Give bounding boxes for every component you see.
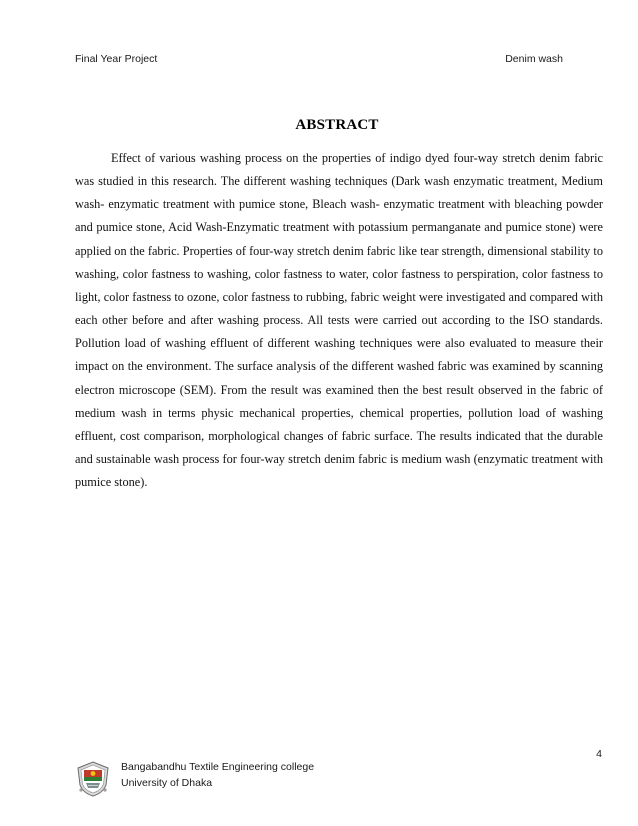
footer-institution [121,759,314,791]
page-number: 4 [596,748,602,760]
section-title: ABSTRACT [295,117,379,133]
footer-college-name: Bangabandhu Textile Engineering college [121,761,315,773]
header-project-label: Final Year Project [75,53,158,65]
college-crest-icon [76,761,110,797]
header-topic-label: Denim wash [505,53,563,65]
abstract-paragraph: Effect of various washing process on the properties of indigo dyed four-way stretch denim fabric was studied in this research. The different washing techniques (Dark wash enzymatic treatment, Medium wash- enzymatic treatment with pumice stone, Bleach wash- enzymatic treatment with bleaching powder and pumice stone, Acid Wash-Enzymatic treatment with potassium permanganate and pumice stone) were applied on the fabric. Properties of four-way stretch denim fabric like tear strength, dimensional stability to washing, color fastness to washing, color fastness to water, color fastness to perspiration, color fastness to light, color fastness to ozone, color fastness to rubbing, fabric weight were investigated and compared with each other before and after washing process. All tests were carried out according to the ISO standards. Pollution load of washing effluent of different washing techniques were also evaluated to measure their impact on the environment. The surface analysis of the different washed fabric was examined by scanning electron microscope (SEM). From the result was examined then the best result observed in the fabric of medium wash in terms physic mechanical properties, chemical properties, pollution load of washing effluent, cost comparison, morphological changes of fabric surface. The results indicated that the durable and sustainable wash process for four-way stretch denim fabric is medium wash (enzymatic treatment with pumice stone). [75,151,603,490]
page-footer [76,759,376,799]
footer-university-name: University of Dhaka [121,777,213,789]
